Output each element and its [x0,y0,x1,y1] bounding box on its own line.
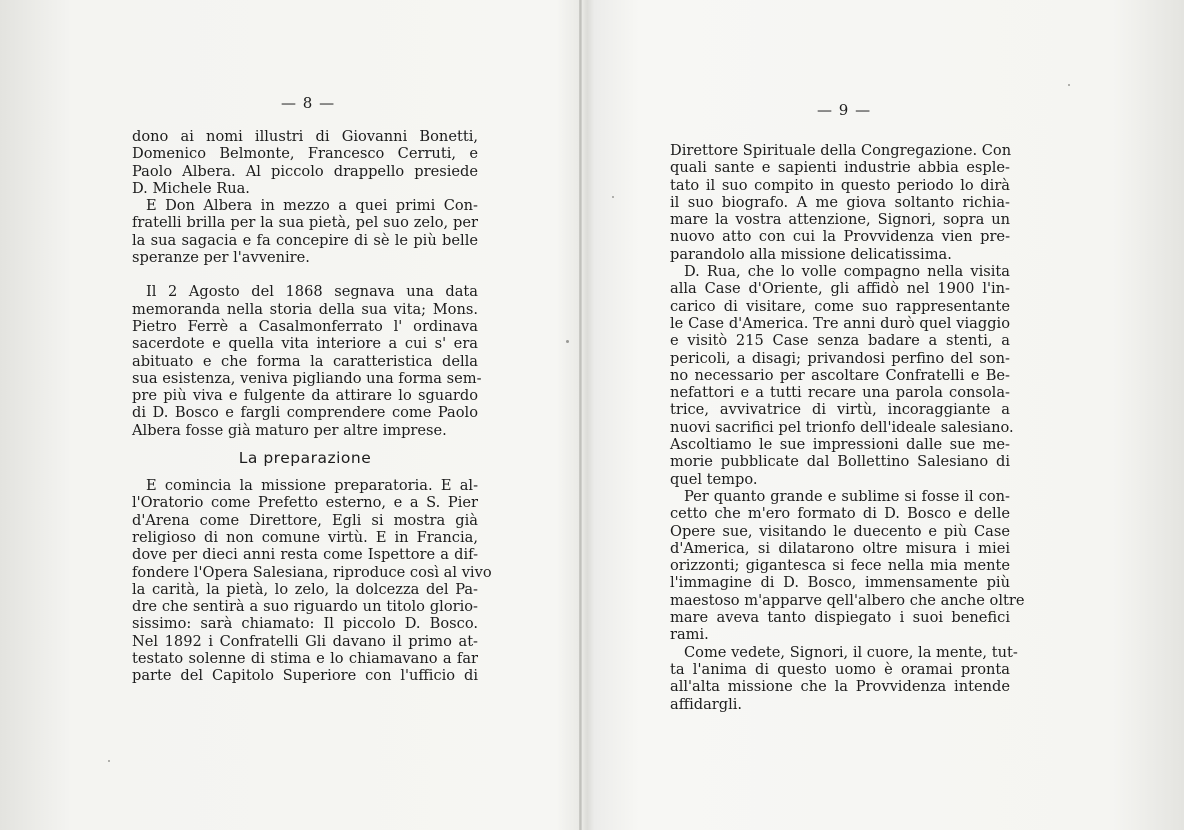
text-line: morie pubblicate dal Bollettino Salesiano di [670,453,1010,471]
text-line: il suo biografo. A me giova soltanto richia- [670,193,1010,211]
text-line: no necessario per ascoltare Confratelli e Be- [670,366,1010,384]
paragraph [132,128,478,197]
text-line: E Don Albera in mezzo a quei primi Con- [146,197,478,215]
text-line: nuovo atto con cui la Provvidenza vien pre- [670,228,1010,246]
paragraph [670,142,1010,263]
text-line: dove per dieci anni resta come Ispettore a dif- [132,546,478,564]
text-line: trice, avvivatrice di virtù, incoraggiante a [670,401,1010,419]
text-line: D. Rua, che lo volle compagno nella visita [684,263,1010,281]
paragraph [132,283,482,439]
page-number: — 9 — [817,101,872,119]
text-line: d'Arena come Direttore, Egli si mostra già [132,511,478,529]
paper-speck [612,196,614,198]
text-line: Domenico Belmonte, Francesco Cerruti, e [132,145,478,163]
text-line: orizzonti; gigantesca si fece nella mia mente [670,557,1010,575]
text-line: Come vedete, Signori, il cuore, la mente, tut- [684,643,1018,661]
text-line: Per quanto grande e sublime si fosse il con- [684,487,1010,505]
paragraph [132,477,492,685]
text-line: Opere sue, visitando le duecento e più Case [670,522,1010,540]
paper-speck [566,340,569,343]
text-line: l'Oratorio come Prefetto esterno, e a S. Pier [132,494,478,512]
text-line: affidargli. [670,695,743,713]
text-line: cetto che m'ero formato di D. Bosco e delle [670,505,1010,523]
text-line: memoranda nella storia della sua vita; Mons. [132,300,478,318]
text-line: sua esistenza, veniva pigliando una forma sem- [132,369,482,387]
text-line: di D. Bosco e fargli comprendere come Paolo [132,404,478,422]
text-line: tato il suo compito in questo periodo lo dirà [670,176,1010,194]
paper-speck [1068,84,1070,86]
text-line: parte del Capitolo Superiore con l'ufficio di [132,667,478,685]
text-line: Il 2 Agosto del 1868 segnava una data [146,283,478,301]
paragraph [670,487,1025,644]
text-line: Albera fosse già maturo per altre imprese. [132,421,447,439]
text-line: religioso di non comune virtù. E in Francia, [132,528,478,546]
text-line: carico di visitare, come suo rappresentante [670,297,1010,315]
text-line: Direttore Spirituale della Congregazione. Con [670,142,1012,159]
text-line: parandolo alla missione delicatissima. [670,245,952,263]
text-line: E comincia la missione preparatoria. E al- [146,477,478,495]
text-line: testato solenne di stima e lo chiamavano a far [132,650,478,668]
text-line: Ascoltiamo le sue impressioni dalle sue me- [670,436,1010,454]
text-line: mare aveva tanto dispiegato i suoi benefici [670,609,1010,627]
text-line: la sua sagacia e fa concepire di sè le più belle [132,231,478,249]
text-line: alla Case d'Oriente, gli affidò nel 1900 l'in- [670,280,1010,298]
right-page-text [670,142,1025,713]
right-page [582,0,1184,830]
paragraph [132,197,478,266]
text-line: d'America, si dilatarono oltre misura i miei [670,539,1010,557]
text-line: quali sante e sapienti industrie abbia esple- [670,159,1010,177]
text-line: e visitò 215 Case senza badare a stenti, a [670,332,1010,350]
left-page [0,0,579,830]
text-line: Nel 1892 i Confratelli Gli davano il primo at- [132,632,478,650]
text-line: l'immagine di D. Bosco, immensamente più [670,574,1010,592]
text-line: rami. [670,626,709,644]
section-heading: La preparazione [238,449,372,468]
text-line: pre più viva e fulgente da attirare lo sguardo [132,387,478,405]
paragraph [670,643,1018,713]
text-line: quel tempo. [670,470,758,488]
paper-speck [108,760,110,762]
left-page-text [132,128,492,685]
paragraph [670,263,1014,488]
text-line: speranze per l'avvenire. [132,249,310,267]
text-line: sissimo: sarà chiamato: Il piccolo D. Bosco. [132,615,478,633]
page-number: — 8 — [281,94,336,112]
text-line: Pietro Ferrè a Casalmonferrato l' ordinava [132,317,478,335]
text-line: dono ai nomi illustri di Giovanni Bonetti, [132,128,478,145]
text-line: sacerdote e quella vita interiore a cui s' era [132,335,478,353]
text-line: fratelli brilla per la sua pietà, pel suo zelo, per [132,214,478,232]
paragraph-gap [132,266,478,283]
text-line: dre che sentirà a suo riguardo un titolo glorio- [132,598,478,616]
text-line: le Case d'America. Tre anni durò quel viaggio [670,314,1010,332]
text-line: fondere l'Opera Salesiana, riproduce così al vivo [132,563,492,581]
text-line: maestoso m'apparve qell'albero che anche oltre [670,591,1025,609]
text-line: nuovi sacrifici pel trionfo dell'ideale salesiano. [670,418,1014,436]
text-line: D. Michele Rua. [132,179,250,197]
text-line: la carità, la pietà, lo zelo, la dolcezza del Pa- [132,580,478,598]
text-line: ta l'anima di questo uomo è oramai pronta [670,660,1010,678]
text-line: pericoli, a disagi; privandosi perfino del son- [670,349,1010,367]
text-line: Paolo Albera. Al piccolo drappello presiede [132,162,478,180]
text-line: all'alta missione che la Provvidenza intende [670,678,1010,696]
text-line: abituato e che forma la caratteristica della [132,352,478,370]
text-line: nefattori e a tutti recare una parola consola- [670,384,1010,402]
text-line: mare la vostra attenzione, Signori, sopra un [670,211,1010,229]
